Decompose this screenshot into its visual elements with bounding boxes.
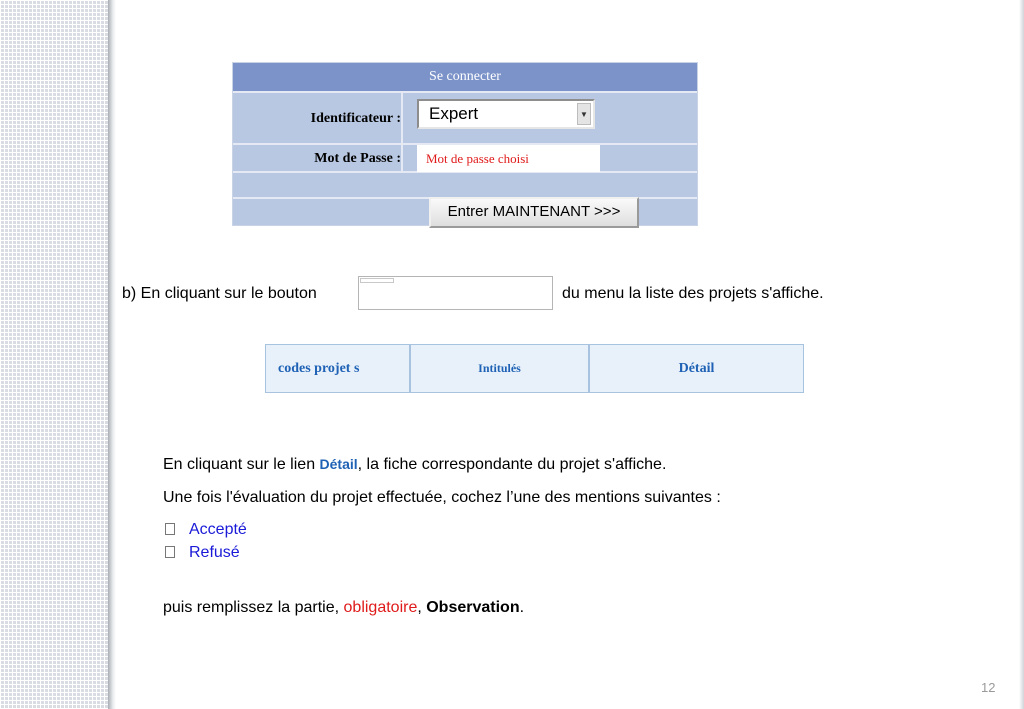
identifier-select[interactable] xyxy=(417,99,595,129)
password-label: Mot de Passe : xyxy=(233,145,403,171)
broken-image-icon xyxy=(360,278,394,283)
observation-word: Observation xyxy=(426,599,520,616)
option-refuse[interactable] xyxy=(165,544,240,562)
right-edge-decoration xyxy=(1019,0,1024,709)
option-accepte[interactable] xyxy=(165,521,247,539)
projects-table-header xyxy=(265,344,804,393)
paragraph-detail-link xyxy=(163,456,666,474)
detail-link[interactable]: Détail xyxy=(319,456,358,472)
p3-end: . xyxy=(519,599,525,616)
column-header-detail[interactable]: Détail xyxy=(678,360,715,376)
p3-comma: , xyxy=(417,599,427,616)
option-accepte-label: Accepté xyxy=(189,521,247,538)
instruction-b-prefix: b) En cliquant sur le bouton xyxy=(122,285,317,302)
submit-button[interactable]: Entrer MAINTENANT >>> xyxy=(429,197,639,228)
empty-row xyxy=(233,171,697,197)
login-form xyxy=(232,62,698,226)
checkbox-icon[interactable] xyxy=(165,546,175,558)
option-refuse-label: Refusé xyxy=(189,544,240,561)
side-pattern-decoration xyxy=(0,0,108,709)
page-number: 12 xyxy=(981,680,996,695)
chevron-down-icon[interactable]: ▼ xyxy=(577,103,591,125)
side-shadow-decoration xyxy=(108,0,116,709)
p1-before: En cliquant sur le lien xyxy=(163,456,320,473)
paragraph-evaluation: Une fois l'évaluation du projet effectuée, cochez l’une des mentions suivantes : xyxy=(163,489,721,506)
identifier-select-value: Expert xyxy=(429,104,479,123)
column-header-title: Intitulés xyxy=(411,345,590,392)
instruction-b-suffix: du menu la liste des projets s'affiche. xyxy=(562,285,824,302)
login-header: Se connecter xyxy=(233,63,697,91)
identifier-label: Identificateur : xyxy=(233,93,403,143)
required-word: obligatoire xyxy=(343,599,418,616)
paragraph-observation xyxy=(163,599,524,617)
checkbox-icon[interactable] xyxy=(165,523,175,535)
p1-after: , la fiche correspondante du projet s'affiche. xyxy=(357,456,667,473)
column-header-code: codes projet s xyxy=(266,345,411,392)
projects-menu-button-image[interactable] xyxy=(358,276,553,310)
password-field[interactable]: Mot de passe choisi xyxy=(417,145,600,172)
p3-before: puis remplissez la partie, xyxy=(163,599,344,616)
